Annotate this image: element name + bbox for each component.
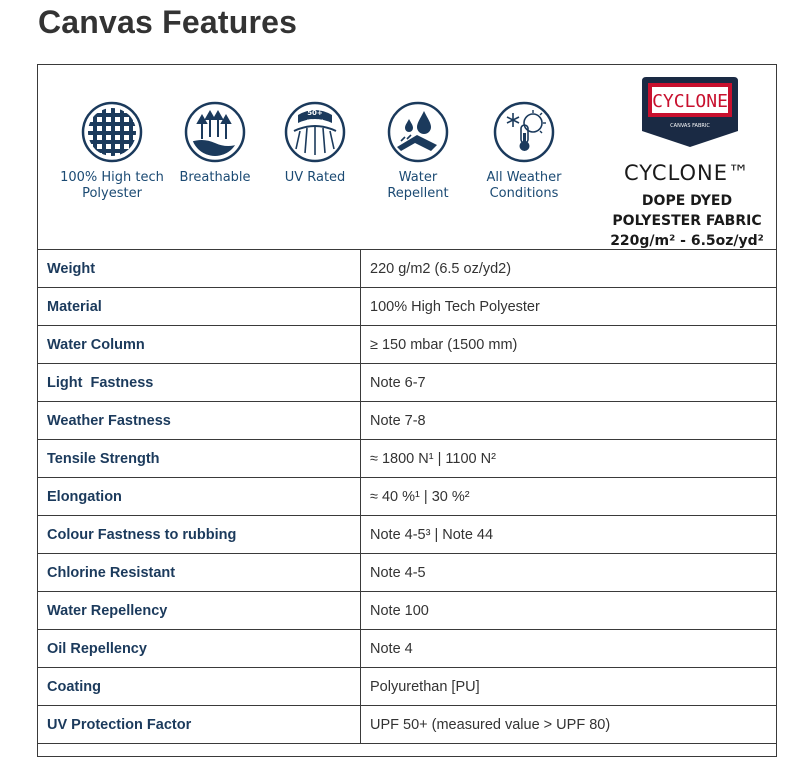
feature-label: 100% High tech Polyester [60, 170, 164, 201]
spec-label: Chlorine Resistant [38, 554, 361, 592]
feature-label: All Weather Conditions [486, 170, 562, 201]
brand-title: CYCLONE™ [623, 161, 751, 185]
spec-value: Note 100 [361, 592, 777, 630]
spec-value: 100% High Tech Polyester [361, 288, 777, 326]
spec-value: Note 4 [361, 630, 777, 668]
brand-line-polyester: POLYESTER FABRIC [612, 213, 762, 229]
grid-weave-icon [81, 101, 143, 163]
spec-label: Weight [38, 250, 361, 288]
spec-label: Weather Fastness [38, 402, 361, 440]
spec-value: 220 g/m2 (6.5 oz/yd2) [361, 250, 777, 288]
breathable-arrows-icon [184, 101, 246, 163]
spec-label: Coating [38, 668, 361, 706]
table-row [38, 668, 777, 706]
spec-label: Water Column [38, 326, 361, 364]
spec-label: Material [38, 288, 361, 326]
spec-value: Note 6-7 [361, 364, 777, 402]
table-row [38, 364, 777, 402]
page-title: Canvas Features [38, 4, 298, 40]
table-row [38, 288, 777, 326]
weather-thermometer-icon [493, 101, 555, 163]
feature-weather [464, 101, 584, 202]
table-row [38, 592, 777, 630]
spec-label: Light Fastness [38, 364, 361, 402]
spec-value: ≈ 40 %¹ | 30 %² [361, 478, 777, 516]
table-row [38, 706, 777, 744]
spec-label: UV Protection Factor [38, 706, 361, 744]
spec-frame [37, 64, 777, 757]
table-row [38, 326, 777, 364]
feature-label: Breathable [179, 170, 251, 185]
feature-label: UV Rated [284, 170, 346, 185]
table-row [38, 516, 777, 554]
logo-subtext: CANVAS FABRIC [670, 123, 710, 129]
spec-label: Colour Fastness to rubbing [38, 516, 361, 554]
feature-uv [255, 101, 375, 186]
spec-label: Oil Repellency [38, 630, 361, 668]
features-panel [38, 65, 776, 249]
table-row [38, 478, 777, 516]
spec-value: ≥ 150 mbar (1500 mm) [361, 326, 777, 364]
spec-value: Note 7-8 [361, 402, 777, 440]
uv-shield-icon [284, 101, 346, 163]
logo-text: CYCLONE [652, 91, 728, 112]
spec-value: Polyurethan [PU] [361, 668, 777, 706]
uv-badge-text: 50+ [307, 109, 323, 117]
spec-label: Water Repellency [38, 592, 361, 630]
brand-line-weight: 220g/m² - 6.5oz/yd² [610, 233, 764, 249]
table-row [38, 630, 777, 668]
spec-value: ≈ 1800 N¹ | 1100 N² [361, 440, 777, 478]
spec-table [37, 249, 777, 744]
table-row [38, 402, 777, 440]
spec-label: Elongation [38, 478, 361, 516]
cyclone-brand [598, 73, 776, 249]
spec-value: Note 4-5 [361, 554, 777, 592]
uv-badge-subtext: UPF tested [306, 118, 324, 122]
table-row [38, 440, 777, 478]
spec-value: UPF 50+ (measured value > UPF 80) [361, 706, 777, 744]
spec-label: Tensile Strength [38, 440, 361, 478]
table-row [38, 250, 777, 288]
water-drop-icon [387, 101, 449, 163]
feature-polyester [52, 101, 172, 202]
feature-water [358, 101, 478, 202]
table-row [38, 554, 777, 592]
feature-label: Water Repellent [387, 170, 449, 201]
spec-value: Note 4-5³ | Note 44 [361, 516, 777, 554]
brand-line-dope-dyed: DOPE DYED [641, 193, 733, 209]
cyclone-logo [640, 75, 740, 149]
